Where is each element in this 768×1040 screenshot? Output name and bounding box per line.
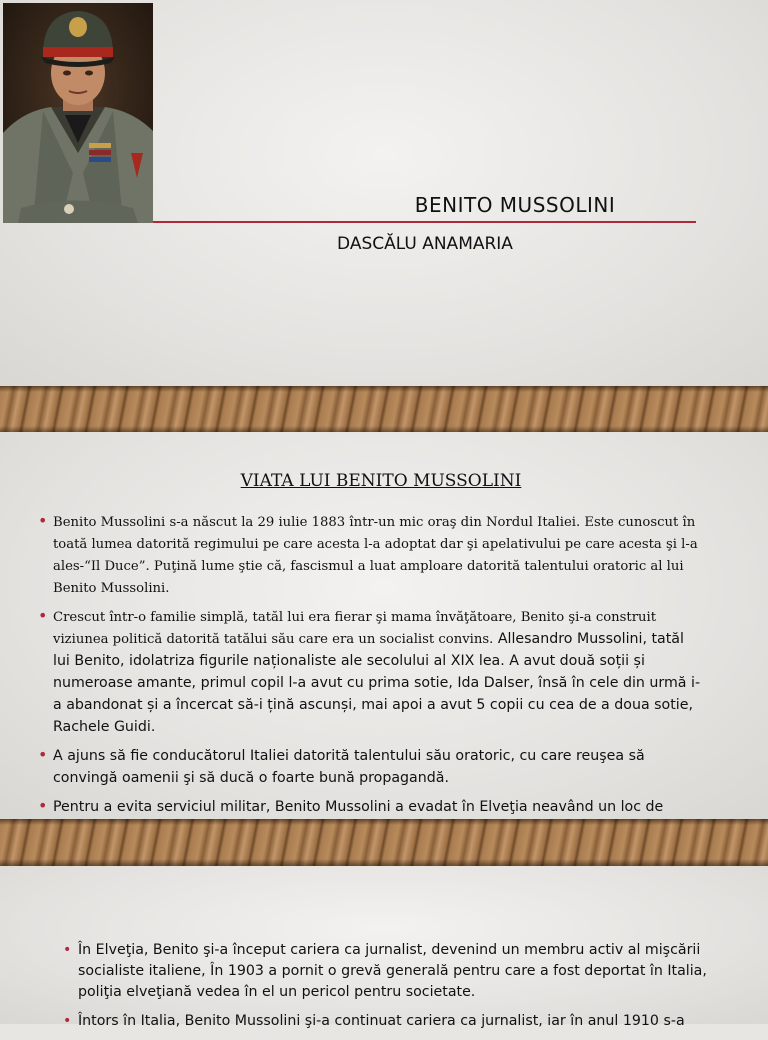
slide-subtitle: DASCĂLU ANAMARIA (337, 234, 513, 254)
portrait-illustration (3, 3, 153, 223)
wood-floor-band (0, 386, 768, 432)
portrait-photo (3, 3, 153, 223)
bullet-text-sans: A ajuns să fie conducătorul Italiei datorită talentului său oratoric, cu care reuşea să convingă oamenii şi să ducă o foarte bună propagandă. (53, 748, 645, 786)
list-item: • Întors în Italia, Benito Mussolini şi-a continuat cariera ca jurnalist, iar în anul 1910 s-a (63, 1011, 713, 1032)
wood-floor-band (0, 819, 768, 866)
bullet-text-serif: Benito Mussolini s-a născut la 29 iulie 1883 într-un mic oraş din Nordul Italiei. Este cunoscut în toată lumea datorită regimului pe care acesta l-a adoptat dar şi apelativului pe care acesta şi l-a ales-“Il Duce”. Puţină lume ştie că, fascismul a luat amploare datorită talentului oratoric al lui Benito Mussolini. (53, 515, 698, 596)
bullet-text-sans: Pentru a evita serviciul militar, Benito Mussolini a evadat în Elveţia neavând un loc de (53, 799, 664, 815)
list-item (38, 745, 704, 789)
list-item (38, 511, 704, 599)
bullet-text-sans: Allesandro Mussolini, tatăl lui Benito, idolatriza figurile naționaliste ale secolului al XIX lea. A avut două soții și numeroase amante, primul copil l-a avut cu prima sotie, Ida Dalser, însă în cele din urmă i-a abandonat și a încercat să-i țină ascunși, mai apoi a avut 5 copii cu cea de a doua sotie, Rachele Guidi. (53, 631, 701, 735)
bullet-list (38, 511, 704, 847)
slide-heading: VIATA LUI BENITO MUSSOLINI (240, 471, 522, 491)
bullet-text-serif: Crescut într-o familie simplă, tatăl lui era fierar şi mama învăţătoare, Benito şi-a construit viziunea politică datorită tatălui său care era un socialist convins. (53, 610, 657, 647)
bullet-list (63, 940, 713, 1040)
title-divider (153, 221, 696, 223)
slide-title: BENITO MUSSOLINI (414, 193, 616, 217)
title-slide (0, 0, 768, 386)
list-item (38, 606, 704, 738)
list-item: • În Elveţia, Benito şi-a început cariera ca jurnalist, devenind un membru activ al mişcării socialiste italiene, În 1903 a pornit o grevă generală pentru care a fost deportat în Italia, poliţia elveţiană vedea în el un pericol pentru societate. (63, 940, 713, 1003)
